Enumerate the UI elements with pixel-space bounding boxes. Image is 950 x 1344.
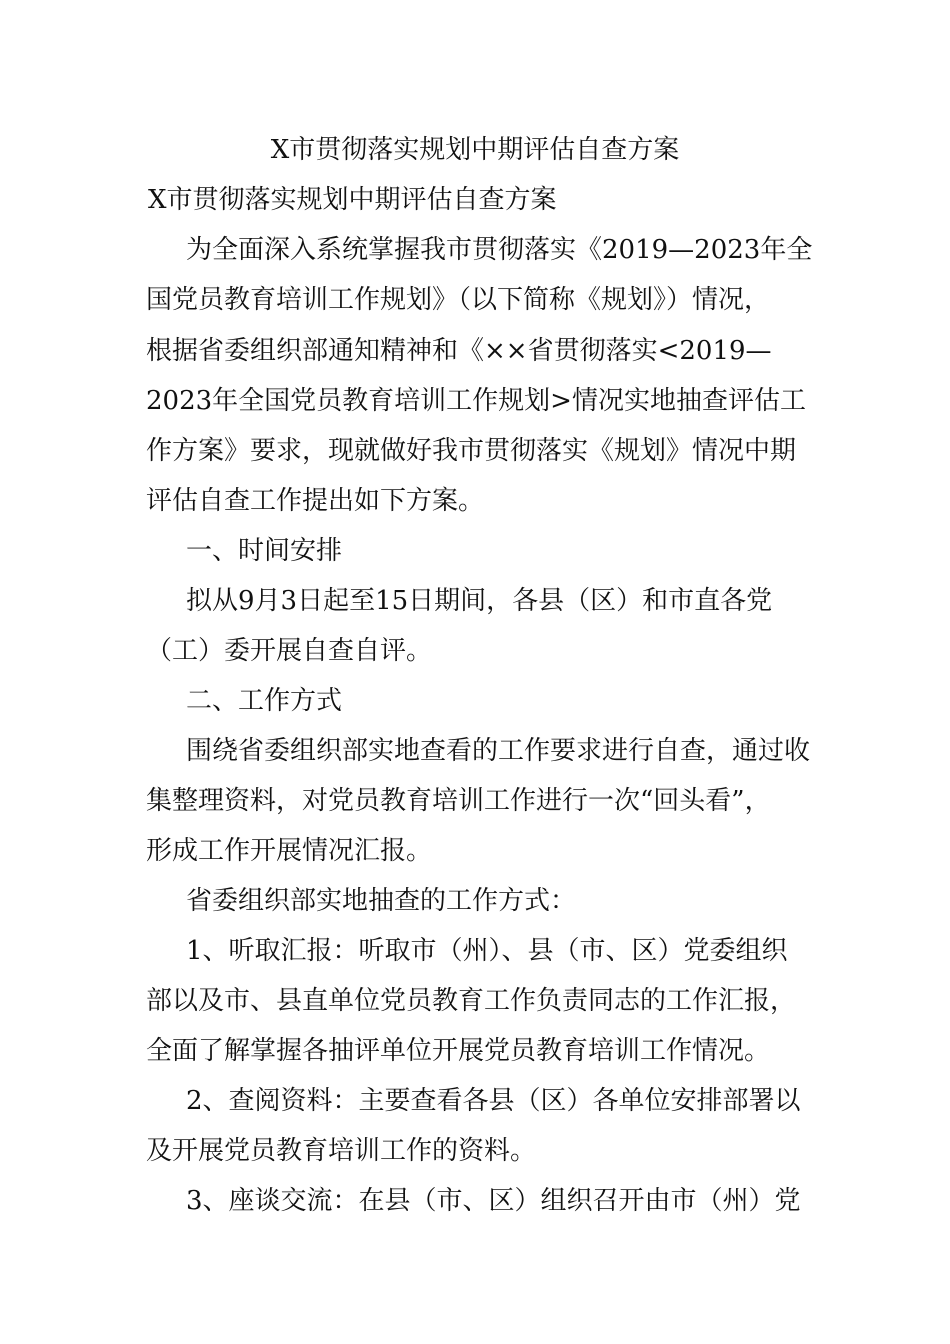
section-heading: 一、时间安排 [186, 536, 343, 566]
paragraph-line: 为全面深入系统掌握我市贯彻落实《2019—2023年全 [186, 235, 813, 265]
paragraph-line: 形成工作开展情况汇报。 [146, 836, 433, 866]
paragraph-line: 及开展党员教育培训工作的资料。 [146, 1136, 537, 1166]
paragraph-line: 集整理资料，对党员教育培训工作进行一次“回头看”， [146, 786, 771, 816]
paragraph-line: 国党员教育培训工作规划》（以下简称《规划》）情况， [146, 285, 771, 315]
document-title: X市贯彻落实规划中期评估自查方案 [270, 135, 680, 165]
paragraph-line: 围绕省委组织部实地查看的工作要求进行自查，通过收 [186, 736, 811, 766]
paragraph-line: 根据省委组织部通知精神和《××省贯彻落实<2019— [146, 336, 772, 366]
document-subtitle: X市贯彻落实规划中期评估自查方案 [148, 185, 557, 215]
paragraph-line: 拟从9月3日起至15日期间，各县（区）和市直各党 [186, 586, 773, 616]
paragraph-line: 2023年全国党员教育培训工作规划>情况实地抽查评估工 [146, 386, 806, 416]
list-item: 1、听取汇报：听取市（州）、县（市、区）党委组织 [186, 936, 788, 966]
paragraph-line: 评估自查工作提出如下方案。 [146, 486, 485, 516]
paragraph-line: 全面了解掌握各抽评单位开展党员教育培训工作情况。 [146, 1036, 771, 1066]
list-item: 2、查阅资料：主要查看各县（区）各单位安排部署以 [186, 1086, 801, 1116]
paragraph-line: 部以及市、县直单位党员教育工作负责同志的工作汇报， [146, 986, 797, 1016]
paragraph-line: 作方案》要求，现就做好我市贯彻落实《规划》情况中期 [146, 436, 797, 466]
list-item: 3、座谈交流：在县（市、区）组织召开由市（州）党 [186, 1186, 801, 1216]
paragraph-line: （工）委开展自查自评。 [146, 636, 433, 666]
paragraph-line: 省委组织部实地抽查的工作方式： [186, 886, 577, 916]
section-heading: 二、工作方式 [186, 686, 343, 716]
